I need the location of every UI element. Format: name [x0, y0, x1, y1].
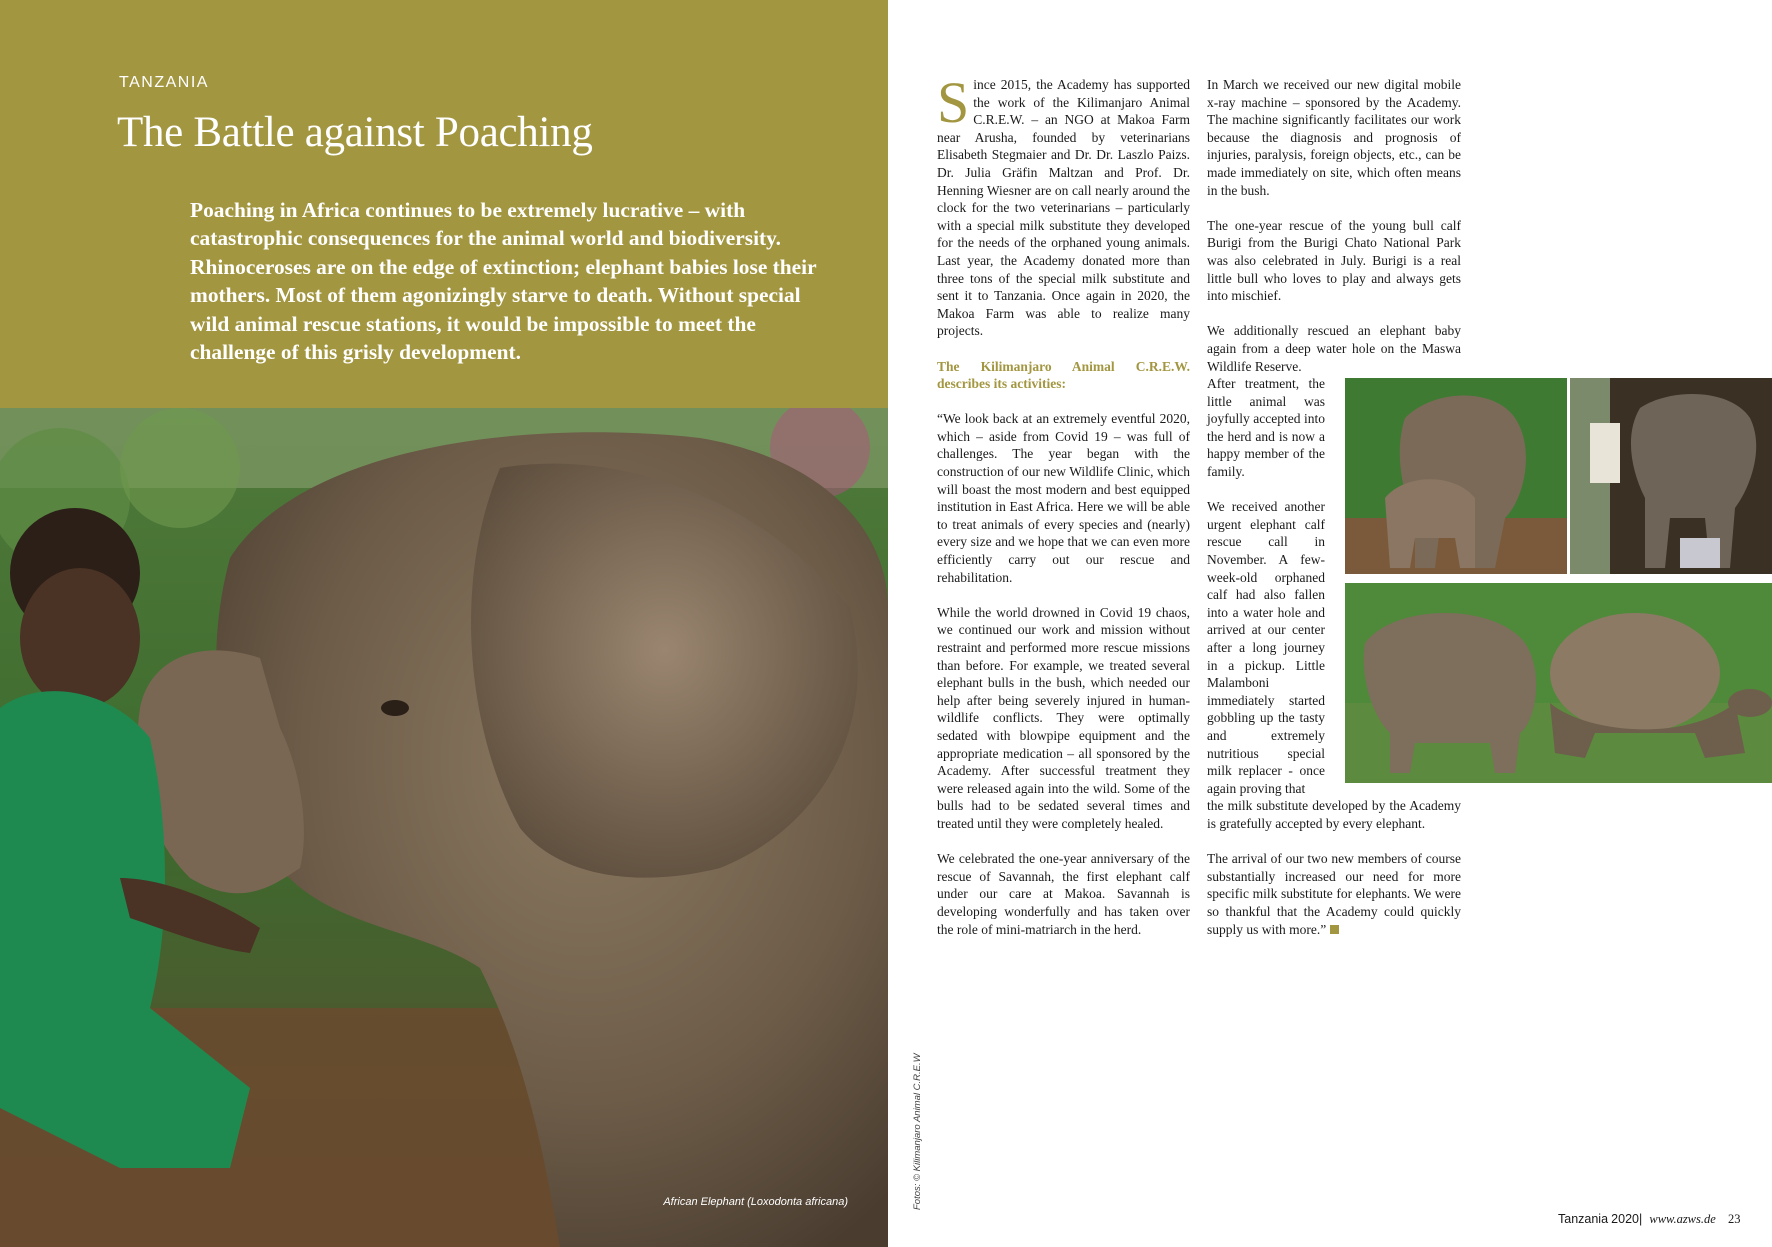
paragraph-3: While the world drowned in Covid 19 chaos, we continued our work and mission without restraint and performed more rescue missions than before. For example, we treated several elephant bulls in the bush, which needed our help after being severely injured in human-wildlife conflicts. They were optimally sedated with blowpipe equipment and the appropriate medication – all sponsored by the Academy. After successful treatment they were released again into the wild. Some of the bulls had to be sedated several times and treated until they were completely healed. [937, 604, 1190, 831]
paragraph-7a: We additionally rescued an elephant baby again from a deep water hole on the Maswa Wildlife Reserve. [1207, 323, 1461, 374]
paragraph-8b: the milk substitute developed by the Academy is gratefully accepted by every elephant. [1207, 798, 1461, 831]
drop-cap: S [937, 70, 970, 135]
footer-url[interactable]: www.azws.de [1649, 1212, 1716, 1226]
paragraph-6: The one-year rescue of the young bull calf Burigi from the Burigi Chato National Park was also celebrated in July. Burigi is a real little bull who loves to play and always gets into mischief. [1207, 217, 1461, 304]
end-mark [1330, 925, 1339, 934]
elephant-tortoise-photo [1345, 583, 1772, 783]
title-band [0, 0, 888, 408]
page-footer [1558, 1212, 1716, 1227]
paragraph-5: In March we received our new digital mobile x-ray machine – sponsored by the Academy. The machine significantly facilitates our work because the diagnosis and prognosis of injuries, paralysis, foreign objects, etc., can be made immediately on site, which often means in the bush. [1207, 77, 1461, 198]
footer-year: 2020| [1611, 1212, 1643, 1226]
paragraph-2: “We look back at an extremely eventful 2020, which – aside from Covid 19 – was full of challenges. The year began with the construction of our new Wildlife Clinic, which will boast the most modern and best equipped institution in East Africa. Here we will be able to treat animals of every species and (nearly) every size and we hope that we can even more efficiently carry out our rescue and rehabilitation. [937, 411, 1190, 585]
page-title: The Battle against Poaching [117, 109, 593, 156]
hero-caption: African Elephant (Loxodonta africana) [663, 1196, 848, 1208]
subhead: The Kilimanjaro Animal C.R.E.W. describes its activities: [937, 358, 1190, 392]
paragraph-8a: We received another urgent elephant calf rescue call in November. A few-week-old orphaned calf had also fallen into a water hole and arrived at our center after a long journey in a pickup. Little Malamboni immediately started gobbling up the tasty and extremely nutritious special milk replacer - once again proving that [1207, 499, 1325, 796]
article-column-1 [937, 70, 1190, 956]
elephant-calves-photo [1345, 378, 1567, 574]
paragraph-1: Since 2015, the Academy has supported the work of the Kilimanjaro Animal C.R.E.W. – an NGO at Makoa Farm near Arusha, founded by veterinarians Elisabeth Stegmaier and Dr. Dr. Laszlo Paizs. Dr. Julia Gräfin Maltzan and Prof. Dr. Henning Wiesner are on call nearly around the clock for the two veterinarians – particularly with a special milk substitute they developed for the needs of the orphaned young animals. Last year, the Academy donated more than three tons of the special milk substitute and sent it to Tanzania. Once again in 2020, the Makoa Farm was able to realize many projects. [937, 70, 1190, 339]
photo-credit: Fotos: © Kilimanjaro Animal C.R.E.W [912, 1053, 923, 1210]
paragraph-9: The arrival of our two new members of course substantially increased our need for more specific milk substitute for elephants. We were so thankful that the Academy could quickly supply us with more.” [1207, 851, 1461, 937]
paragraph-7b: After treatment, the little animal was joyfully accepted into the herd and is now a happy member of the family. [1207, 376, 1325, 480]
page-number: 23 [1728, 1212, 1741, 1226]
paragraph-4: We celebrated the one-year anniversary of the rescue of Savannah, the first elephant calf under our care at Makoa. Savannah is developing wonderfully and has taken over the role of mini-matriarch in the herd. [937, 851, 1190, 937]
intro-text: Poaching in Africa continues to be extremely lucrative – with catastrophic consequences for the animal world and biodiversity. Rhinoceroses are on the edge of extinction; elephant babies lose their mothers. Most of them agonizingly starve to death. Without special wild animal rescue stations, it would be impossible to meet the challenge of this grisly development. [190, 198, 817, 365]
elephant-hero-photo [0, 408, 888, 1247]
country-label: TANZANIA [119, 74, 209, 91]
elephant-stall-photo [1570, 378, 1772, 574]
footer-country: Tanzania [1558, 1212, 1609, 1226]
